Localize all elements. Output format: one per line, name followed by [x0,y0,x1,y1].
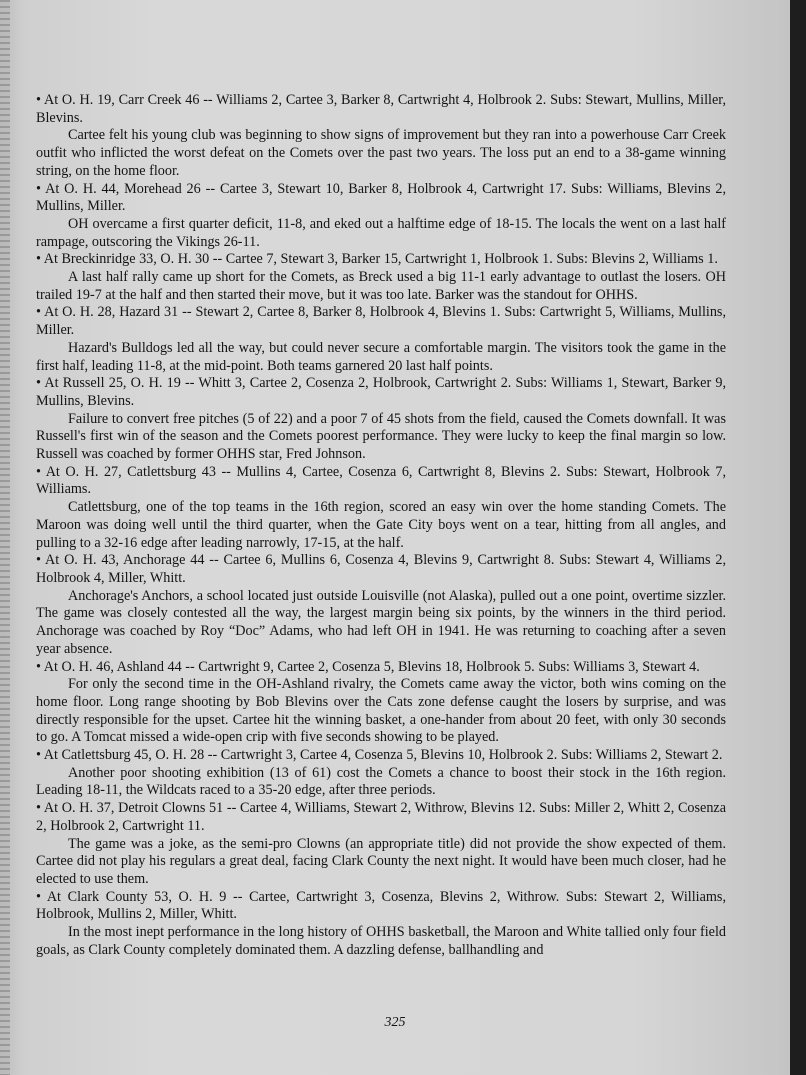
page-number: 325 [384,1015,406,1030]
game-summary: Catlettsburg, one of the top teams in the 16th region, scored an easy win over the home standing Comets. The Maroon was doing well until the third quarter, when the Gate City boys went on a tear, hitting from all angles, and pulling to a 32-16 edge after leading narrowly, 17-15, at the half. [36,499,726,551]
game-summary: In the most inept performance in the long history of OHHS basketball, the Maroon and White tallied only four field goals, as Clark County completely dominated them. A dazzling defense, ballhandling and [36,924,726,958]
game-summary: For only the second time in the OH-Ashland rivalry, the Comets came away the victor, both wins coming on the home floor. Long range shooting by Bob Blevins over the Cats zone defense caught the losers by surprise, and was directly responsible for the upset. Cartee hit the winning basket, a one-hander from about 20 feet, with only 30 seconds to go. A Tomcat missed a wide-open crip with five seconds showing to be played. [36,676,726,746]
page-edge-shadow [790,0,806,1075]
game-entry: • At O. H. 37, Detroit Clowns 51 -- Cartee 4, Williams, Stewart 2, Withrow, Blevins 12. Subs: Miller 2, Whitt 2, Cosenza 2, Holbrook 2, Cartwright 11. [36,800,726,835]
game-summary: Cartee felt his young club was beginning to show signs of improvement but they ran into a powerhouse Carr Creek outfit who inflicted the worst defeat on the Comets over the past two years. The loss put an end to a 38-game winning string, on the home floor. [36,127,726,179]
game-summary: The game was a joke, as the semi-pro Clowns (an appropriate title) did not provide the show expected of them. Cartee did not play his regulars a great deal, facing Clark County the next night. It would have been much closer, had he elected to use them. [36,835,726,887]
book-spine [0,0,10,1075]
game-entry: • At O. H. 27, Catlettsburg 43 -- Mullins 4, Cartee, Cosenza 6, Cartwright 8, Blevins 2. Subs: Stewart, Holbrook 7, Williams. [36,464,726,499]
game-summary: Another poor shooting exhibition (13 of 61) cost the Comets a chance to boost their stock in the 16th region. Leading 18-11, the Wildcats raced to a 35-20 edge, after three periods. [36,764,726,799]
game-entry: • At Breckinridge 33, O. H. 30 -- Cartee 7, Stewart 3, Barker 15, Cartwright 1, Holbrook 1. Subs: Blevins 2, Williams 1. [36,251,726,269]
game-entry: • At Russell 25, O. H. 19 -- Whitt 3, Cartee 2, Cosenza 2, Holbrook, Cartwright 2. Subs: Williams 1, Stewart, Barker 9, Mullins, Blevins. [36,375,726,410]
game-summary: Anchorage's Anchors, a school located just outside Louisville (not Alaska), pulled out a one point, overtime sizzler. The game was closely contested all the way, the largest margin being six points, by the winners in the third period. Anchorage was coached by Roy “Doc” Adams, who had left OH in 1941. He was returning to coaching after a seven year absence. [36,587,726,657]
game-entry: • At O. H. 44, Morehead 26 -- Cartee 3, Stewart 10, Barker 8, Holbrook 4, Cartwright 17. Subs: Williams, Blevins 2, Mullins, Miller. [36,181,726,216]
page-text [36,92,726,959]
game-entry: • At O. H. 19, Carr Creek 46 -- Williams 2, Cartee 3, Barker 8, Cartwright 4, Holbrook 2. Subs: Stewart, Mullins, Miller, Blevins. [36,92,726,127]
game-entry: • At Clark County 53, O. H. 9 -- Cartee, Cartwright 3, Cosenza, Blevins 2, Withrow. Subs: Stewart 2, Williams, Holbrook, Mullins 2, Miller, Whitt. [36,889,726,924]
game-summary: OH overcame a first quarter deficit, 11-8, and eked out a halftime edge of 18-15. The locals the went on a last half rampage, outscoring the Vikings 26-11. [36,215,726,250]
game-entry: • At Catlettsburg 45, O. H. 28 -- Cartwright 3, Cartee 4, Cosenza 5, Blevins 10, Holbrook 2. Subs: Williams 2, Stewart 2. [36,747,726,765]
game-entry: • At O. H. 43, Anchorage 44 -- Cartee 6, Mullins 6, Cosenza 4, Blevins 9, Cartwright 8. Subs: Stewart 4, Williams 2, Holbrook 4, Miller, Whitt. [36,552,726,587]
game-entry: • At O. H. 46, Ashland 44 -- Cartwright 9, Cartee 2, Cosenza 5, Blevins 18, Holbrook 5. Subs: Williams 3, Stewart 4. [36,659,726,677]
game-summary: A last half rally came up short for the Comets, as Breck used a big 11-1 early advantage to outlast the losers. OH trailed 19-7 at the half and then started their move, but it was too late. Barker was the standout for OHHS. [36,269,726,303]
game-summary: Failure to convert free pitches (5 of 22) and a poor 7 of 45 shots from the field, caused the Comets downfall. It was Russell's first win of the season and the Comets poorest performance. They were lucky to keep the final margin so low. Russell was coached by former OHHS star, Fred Johnson. [36,410,726,463]
game-entry: • At O. H. 28, Hazard 31 -- Stewart 2, Cartee 8, Barker 8, Holbrook 4, Blevins 1. Subs: Cartwright 5, Williams, Mullins, Miller. [36,304,726,339]
game-summary: Hazard's Bulldogs led all the way, but could never secure a comfortable margin. The visitors took the game in the first half, leading 11-8, at the mid-point. Both teams garnered 20 last half points. [36,339,726,374]
